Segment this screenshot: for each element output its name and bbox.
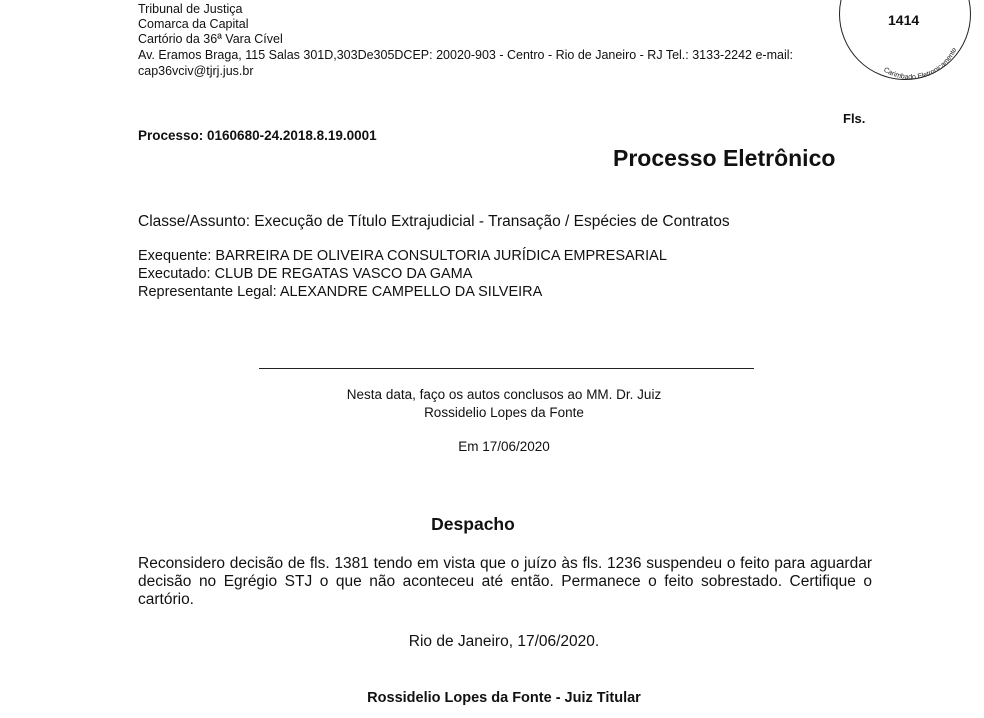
- conclusos-line-2: Rossidelio Lopes da Fonte: [424, 405, 584, 420]
- despacho-title: Despacho: [431, 514, 515, 534]
- judge-signature: Rossidelio Lopes da Fonte - Juiz Titular: [367, 690, 641, 706]
- stamp-bottom-text: Carimbado Eletronicamente: [882, 46, 959, 80]
- conclusos-date: Em 17/06/2020: [458, 439, 550, 454]
- party-exequente: Exequente: BARREIRA DE OLIVEIRA CONSULTORIA JURÍDICA EMPRESARIAL: [138, 248, 667, 264]
- stamp-page-number: 1414: [888, 12, 920, 28]
- party-executado: Executado: CLUB DE REGATAS VASCO DA GAMA: [138, 266, 473, 282]
- class-subject: Classe/Assunto: Execução de Título Extrajudicial - Transação / Espécies de Contratos: [138, 213, 730, 230]
- cartorio: Cartório da 36ª Vara Cível: [138, 32, 283, 46]
- comarca: Comarca da Capital: [138, 17, 249, 31]
- fls-label: Fls.: [843, 111, 866, 126]
- party-representante: Representante Legal: ALEXANDRE CAMPELLO DA SILVEIRA: [138, 284, 543, 300]
- process-number: Processo: 0160680-24.2018.8.19.0001: [138, 128, 377, 143]
- court-name: Tribunal de Justiça: [138, 2, 243, 16]
- email-line: cap36vciv@tjrj.jus.br: [138, 64, 254, 78]
- horizontal-rule: [259, 368, 754, 369]
- document-title: Processo Eletrônico: [613, 145, 836, 171]
- place-and-date: Rio de Janeiro, 17/06/2020.: [408, 633, 600, 650]
- despacho-body: Reconsidero decisão de fls. 1381 tendo em vista que o juízo às fls. 1236 suspendeu o feito para aguardar decisão no Egrégio STJ o que não aconteceu até então. Permanece o feito sobrestado. Certifique o cartório.: [138, 555, 872, 608]
- conclusos-line-1: Nesta data, faço os autos conclusos ao MM. Dr. Juiz: [346, 387, 662, 402]
- address-line: Av. Eramos Braga, 115 Salas 301D,303De305DCEP: 20020-903 - Centro - Rio de Janeiro - RJ Tel.: 3133-2242 e-mail:: [138, 48, 793, 62]
